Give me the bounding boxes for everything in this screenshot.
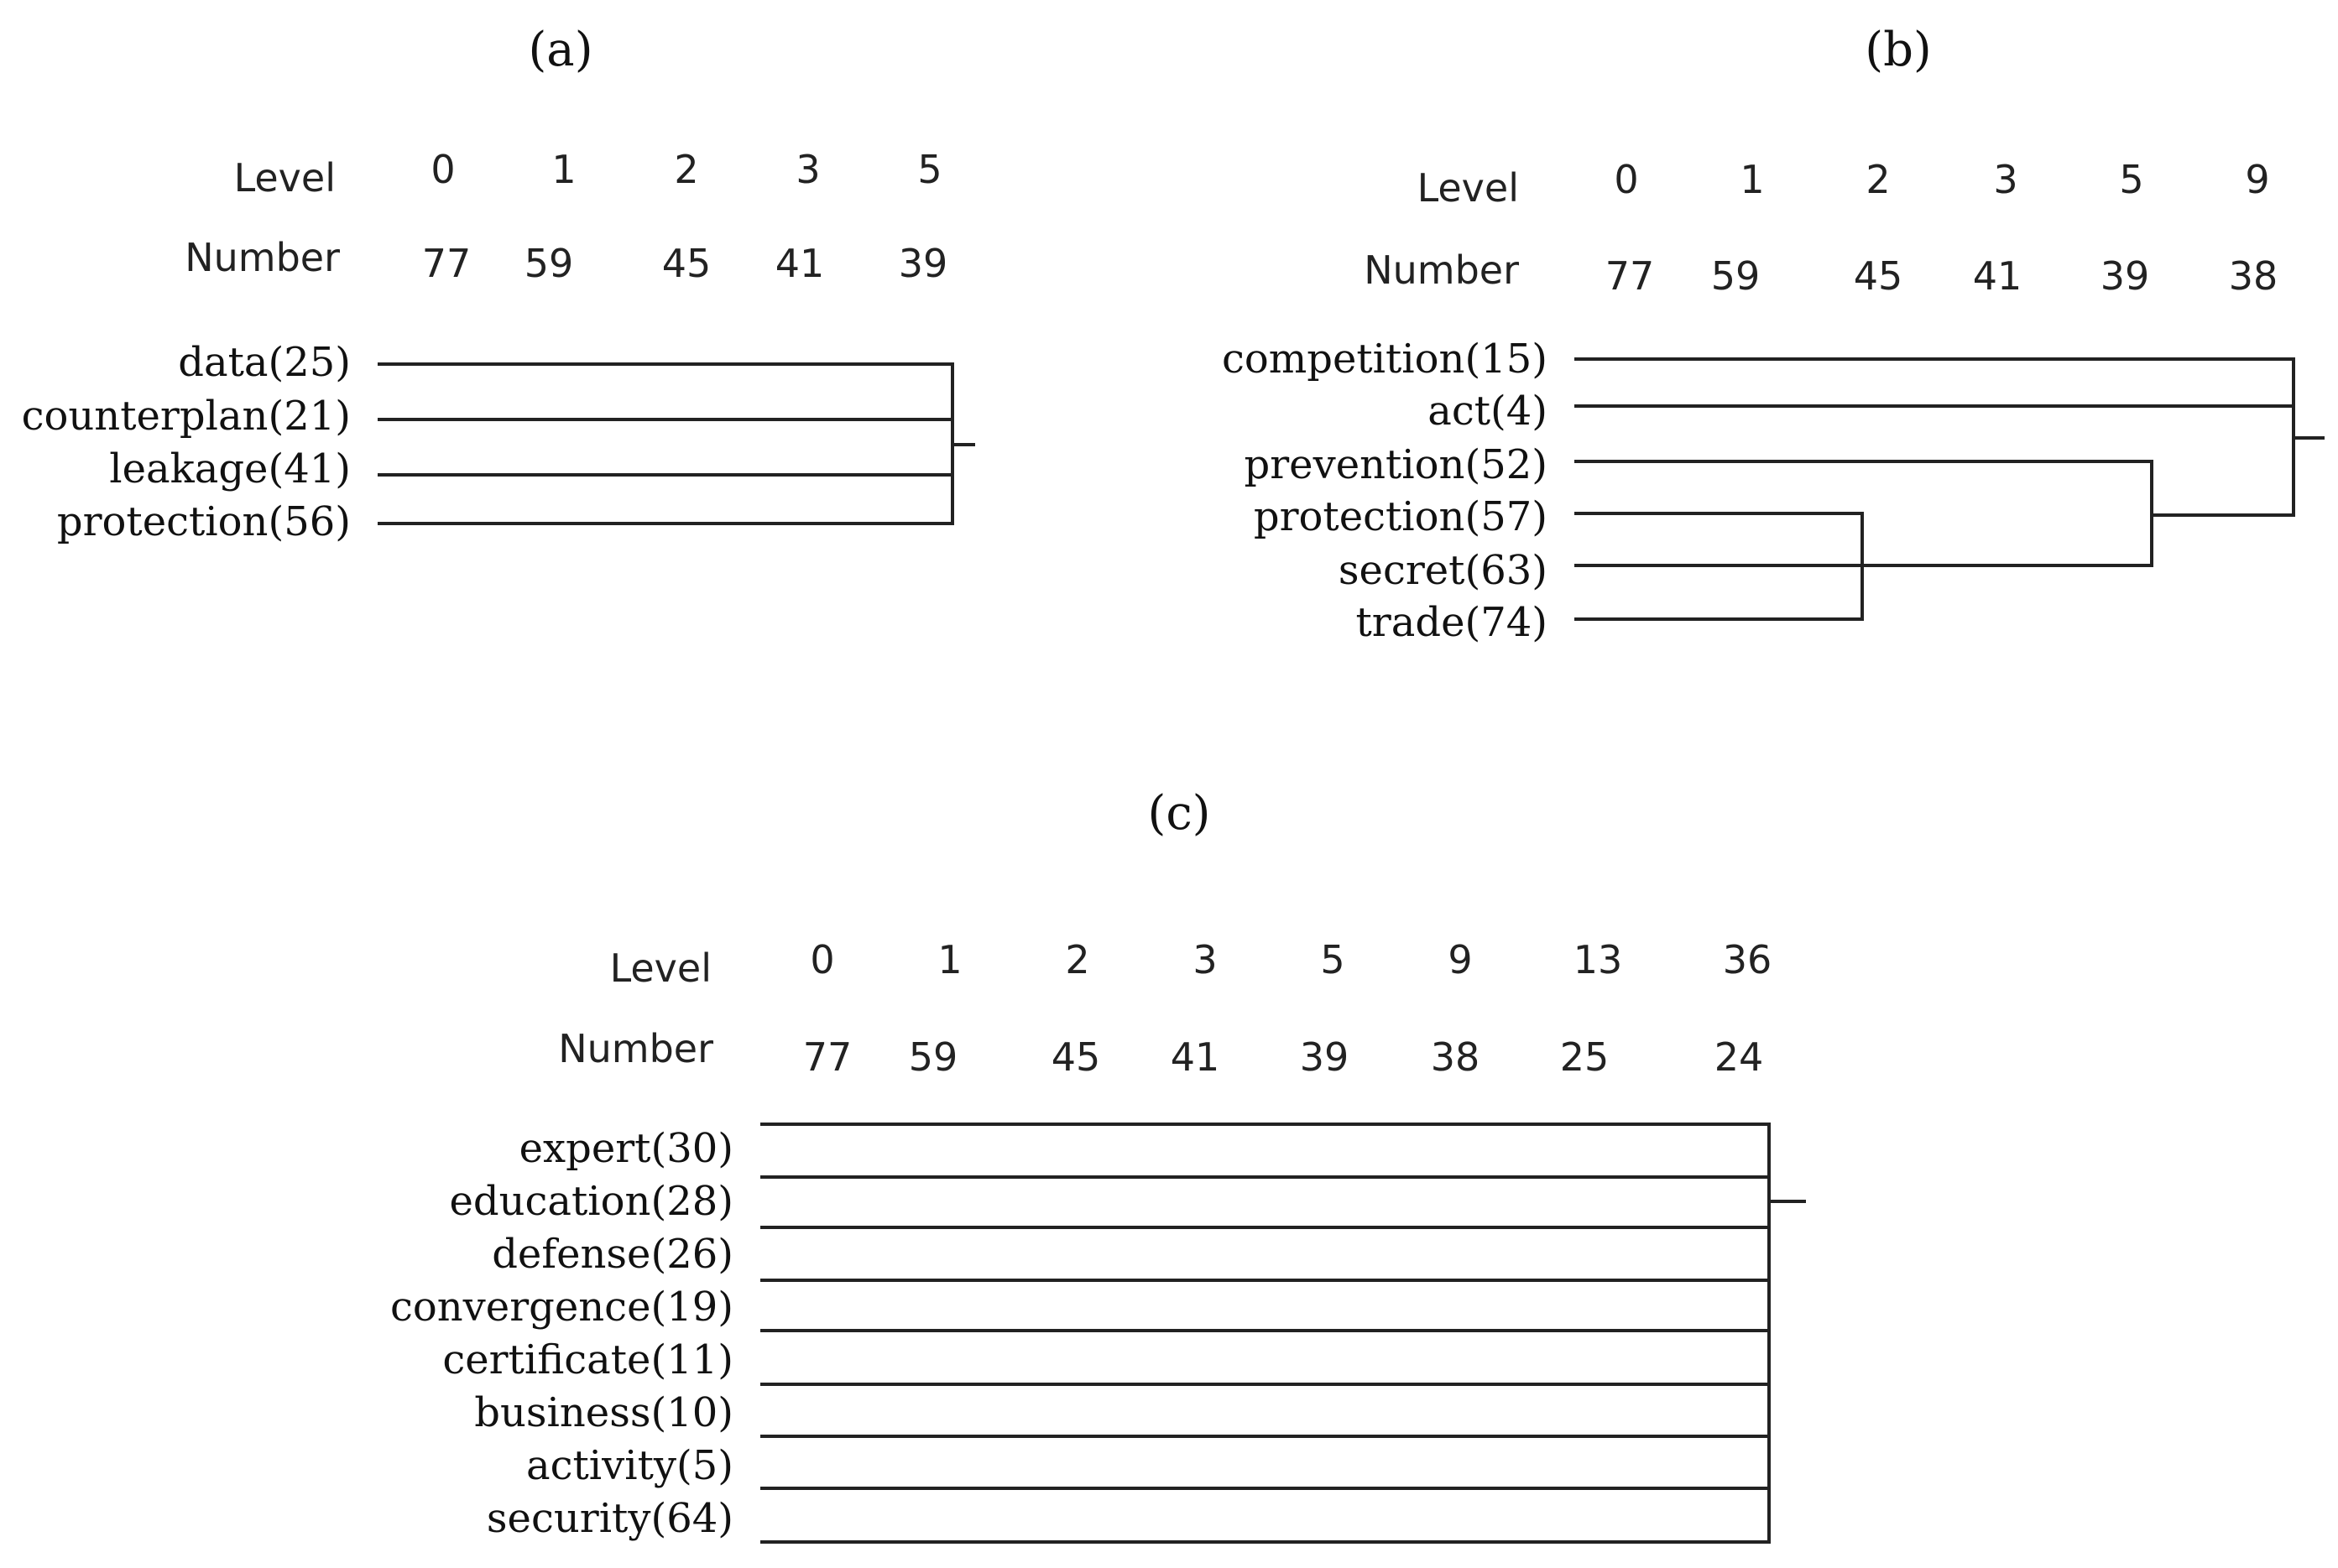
panel-c-number-tick: 59 [908,1034,958,1080]
panel-a-level-tick: 2 [674,147,699,192]
panel-a-level-tick: 3 [796,147,821,192]
panel-b-label: (b) [1865,23,1932,77]
panel-b-level-tick: 2 [1866,157,1891,202]
panel-c-term: activity(5) [525,1442,733,1489]
panel-c-term: security(64) [486,1495,733,1542]
panel-a-term: counterplan(21) [21,393,351,440]
panel-a-number-tick: 39 [898,241,948,286]
panel-c-number-tick: 38 [1430,1034,1480,1080]
panel-c-term: convergence(19) [389,1284,733,1331]
panel-b-term: act(4) [1427,388,1547,435]
panel-b-number-tick: 41 [1972,253,2022,299]
panel-a-level-tick: 5 [917,147,942,192]
panel-c-number-tick: 24 [1714,1034,1764,1080]
panel-b-level-tick: 9 [2245,157,2270,202]
panel-c [390,786,1806,1544]
panel-b [1222,23,2325,646]
panel-b-number-tick: 77 [1605,253,1655,299]
panel-c-term: defense(26) [492,1231,733,1278]
panel-c-term: education(28) [449,1178,733,1225]
panel-a-number-tick: 45 [661,241,712,286]
panel-a-term: data(25) [178,339,351,386]
panel-a-number-tick: 59 [524,241,574,286]
panel-a-level-tick: 1 [551,147,577,192]
panel-b-number-tick: 45 [1853,253,1903,299]
panel-c-number-tick: 45 [1051,1034,1101,1080]
panel-a-number-title: Number [185,235,340,280]
panel-c-level-tick: 36 [1722,937,1772,982]
panel-c-term: certificate(11) [442,1336,733,1383]
panel-a-number-tick: 41 [775,241,825,286]
panel-b-level-tick: 3 [1993,157,2018,202]
panel-c-level-tick: 1 [937,937,963,982]
panel-c-level-title: Level [609,945,712,991]
panel-a-label: (a) [528,23,593,77]
panel-a [22,23,975,545]
panel-b-level-tick: 1 [1740,157,1765,202]
panel-c-term: expert(30) [519,1125,733,1172]
panel-c-level-tick: 3 [1192,937,1218,982]
panel-c-term: business(10) [474,1389,733,1436]
panel-c-number-tick: 77 [802,1034,853,1080]
panel-b-number-tick: 39 [2100,253,2150,299]
panel-c-number-tick: 25 [1559,1034,1610,1080]
panel-b-term: prevention(52) [1244,441,1547,488]
panel-b-term: competition(15) [1221,336,1547,383]
panel-b-number-tick: 38 [2228,253,2278,299]
panel-b-level-title: Level [1417,165,1519,211]
panel-b-number-title: Number [1364,247,1519,293]
panel-a-level-title: Level [233,155,336,201]
panel-c-number-tick: 39 [1299,1034,1349,1080]
panel-b-level-tick: 0 [1614,157,1639,202]
panel-c-level-tick: 5 [1320,937,1345,982]
panel-b-term: trade(74) [1355,599,1547,646]
panel-a-level-tick: 0 [431,147,456,192]
panel-c-number-tick: 41 [1170,1034,1220,1080]
panel-c-label: (c) [1147,786,1211,841]
panel-a-term: leakage(41) [109,445,351,492]
panel-c-number-title: Number [558,1026,713,1071]
panel-b-term: secret(63) [1338,547,1547,594]
panel-c-level-tick: 0 [810,937,835,982]
panel-b-level-tick: 5 [2119,157,2144,202]
panel-a-number-tick: 77 [421,241,472,286]
panel-c-level-tick: 13 [1573,937,1623,982]
panel-c-level-tick: 2 [1065,937,1090,982]
panel-b-term: protection(57) [1253,493,1547,540]
panel-b-number-tick: 59 [1710,253,1761,299]
panel-c-level-tick: 9 [1448,937,1473,982]
panel-a-term: protection(56) [56,498,351,545]
